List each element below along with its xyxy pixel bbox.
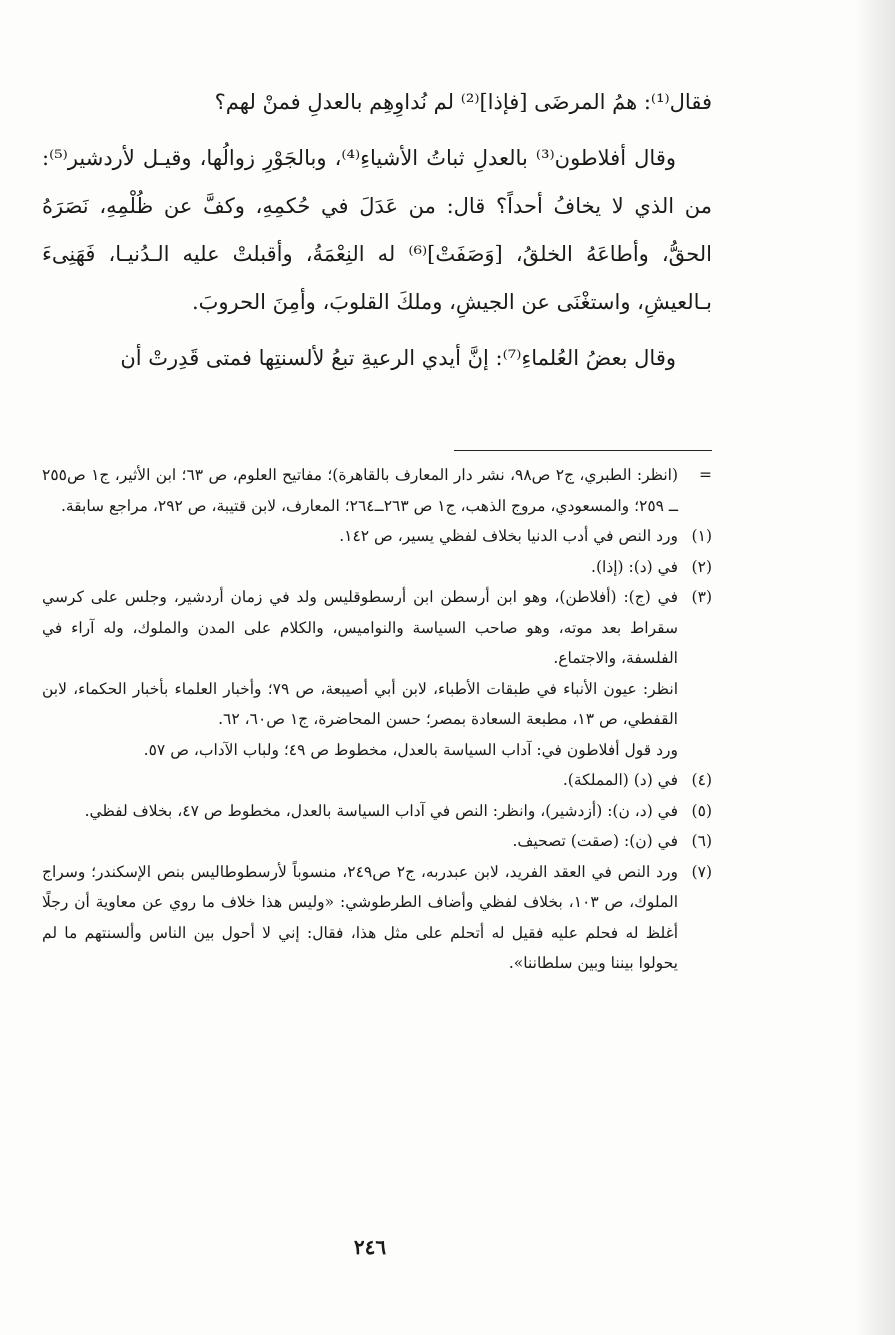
page-number: ٢٤٦	[353, 1235, 387, 1259]
main-paragraph-3: وقال بعضُ العُلماءِ⁽⁷⁾: إنَّ أيدي الرعيةِ تبعُ لألسنتِها فمتى قَدِرتْ أن	[120, 346, 676, 370]
footnote-2	[42, 552, 712, 583]
footnote-text	[42, 582, 678, 765]
footnote-number: (٤)	[691, 771, 712, 789]
footnotes	[42, 460, 712, 979]
page-gutter-shadow	[855, 0, 895, 1335]
footnote-text: في (د، ن): (أزدشير)، وانظر: النص في آداب السياسة بالعدل، مخطوط ص ٤٧، بخلاف لفظي.	[84, 801, 678, 820]
main-paragraph-2: وقال أفلاطون⁽³⁾ بالعدلِ ثباتُ الأشياءِ⁽⁴⁾، وبالجَوْرِ زوالُها، وقيـل لأردشير⁽⁵⁾: من الذي لا يخافُ أحداً؟ قال: من عَدَلَ في حُكمِهِ، وكفَّ عن ظُلْمِهِ، نَصَرَهُ الحقُّ، وأطاعَهُ الخلقُ، [وَصَفَتْ]⁽⁶⁾ له النِعْمَةُ، وأقبلتْ عليه الـدُنيـا، فَهَنِىءَ بـالعيشِ، واستغْنَى عن الجيشِ، وملكَ القلوبَ، وأمِنَ الحروبَ.	[42, 146, 712, 314]
footnote-text: في (ن): (صقت) تصحيف.	[512, 832, 678, 850]
footnote-7	[42, 857, 712, 979]
footnote-text: في (د): (إذا).	[591, 557, 678, 576]
footnote-number: (٢)	[691, 557, 712, 576]
footnote-6	[42, 826, 712, 857]
footnote-number: (٥)	[691, 801, 712, 820]
footnote-number: (٣)	[691, 588, 712, 606]
footnote-3-part-3: ورد قول أفلاطون في: آداب السياسة بالعدل، مخطوط ص ٤٩؛ ولباب الآداب، ص ٥٧.	[143, 740, 678, 759]
footnote-5	[42, 796, 712, 827]
footnote-text: (انظر: الطبري، ج٢ ص٩٨، نشر دار المعارف بالقاهرة)؛ مفاتيح العلوم، ص ٦٣؛ ابن الأثير، ج١ ص٢٥٥ ــ ٢٥٩؛ والمسعودي، مروج الذهب، ج١ ص ٢٦٣ــ٢٦٤؛ المعارف، لابن قتيبة، ص ٢٩٢، مراجع سابقة.	[42, 466, 679, 515]
main-text	[42, 78, 712, 390]
footnote-number: (٧)	[691, 862, 712, 881]
footnote-1	[42, 521, 712, 552]
footnote-3	[42, 582, 712, 765]
footnote-text: ورد النص في أدب الدنيا بخلاف لفظي يسير، ص ١٤٢.	[339, 527, 678, 545]
main-paragraph-1: فقال⁽¹⁾: همُ المرضَى [فإذا]⁽²⁾ لم نُداوِهِم بالعدلِ فمنْ لهم؟	[214, 90, 712, 114]
footnote-4	[42, 765, 712, 796]
footnote-3-part-1: في (ج): (أفلاطن)، وهو ابن أرسطن ابن أرسطوقليس ولد في زمان أردشير، وجلس على كرسي سقراط بعد موته، وهو صاحب السياسة والنواميس، والكلام على المدن والملوك، وله آراء في الفلسفة، والاجتماع.	[42, 588, 678, 667]
footnote-3-part-2: انظر: عيون الأنباء في طبقات الأطباء، لابن أبي أصيبعة، ص ٧٩؛ وأخبار العلماء بأخبار الحكماء، لابن القفطي، ص ١٣، مطبعة السعادة بمصر؛ حسن المحاضرة، ج١ ص٦٠، ٦٢.	[42, 679, 678, 728]
footnote-continuation	[42, 460, 712, 521]
footnote-number: (١)	[691, 527, 712, 545]
footnote-text: ورد النص في العقد الفريد، لابن عبدربه، ج٢ ص٢٤٩، منسوباً لأرسطوطاليس بنص الإسكندر؛ وسراج الملوك، ص ١٠٣، بخلاف لفظي وأضاف الطرطوشي: «وليس هذا خلاف ما روي عن معاوية أن رجلًا أغلظ له فحلم عليه فقيل له أتحلم على مثل هذا، فقال: إني لا أحول بين الناس وألسنتهم ما لم يحولوا بيننا وبين سلطاننا».	[42, 862, 678, 972]
footnote-text: في (د) (المملكة).	[562, 771, 678, 789]
footnote-divider	[454, 450, 712, 451]
footnote-number: (٦)	[691, 832, 712, 850]
footnote-number: =	[699, 466, 712, 484]
